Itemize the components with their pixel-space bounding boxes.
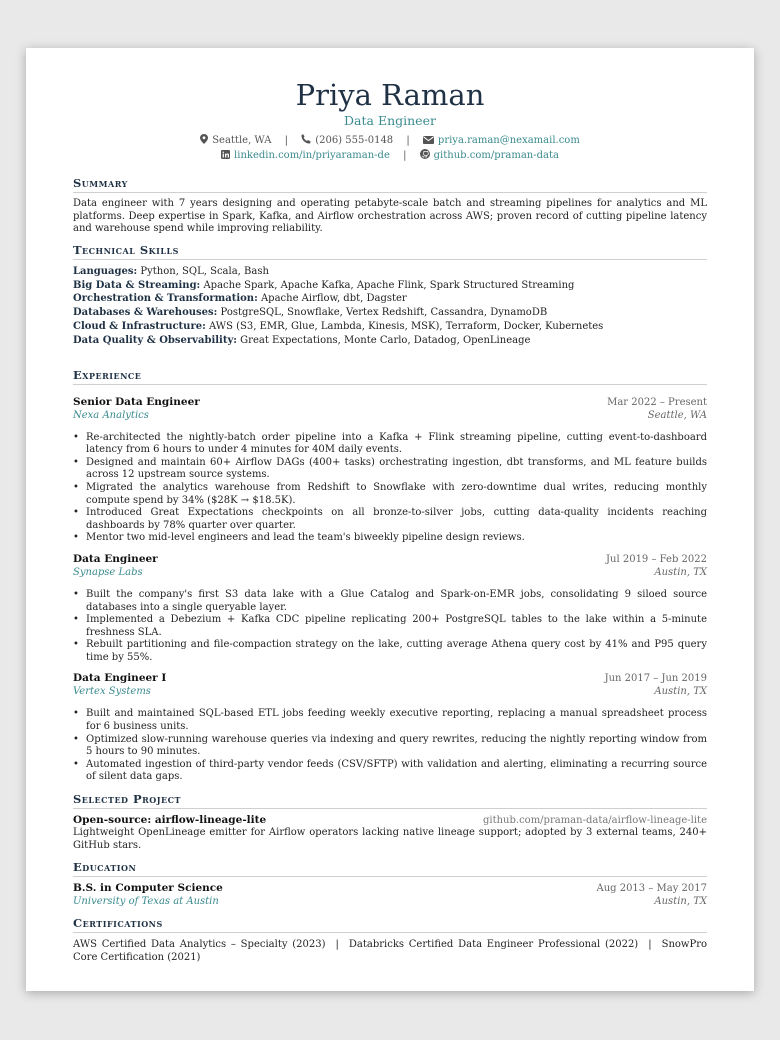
certifications-section: [73, 916, 707, 964]
skill-row: [73, 334, 707, 348]
experience-section: [73, 368, 707, 784]
cert-separator: |: [648, 939, 652, 951]
project-section: [73, 792, 707, 852]
job-bullet: • Implemented a Debezium + Kafka CDC pipeline replicating 200+ PostgreSQL tables to the lake within a 5-minute freshness SLA.: [73, 614, 707, 639]
section-title-education: Education: [73, 860, 707, 877]
job-bullet: • Automated ingestion of third-party vendor feeds (CSV/SFTP) with validation and alerting, eliminating a recurring source of silent data gaps.: [73, 759, 707, 784]
contact-row-secondary: [73, 148, 707, 163]
certification-item: SnowPro Core Certification (2021): [73, 939, 707, 963]
section-title-experience: Experience: [73, 368, 707, 385]
job-bullet: • Built the company's first S3 data lake with a Glue Catalog and Spark-on-EMR jobs, consolidating 9 siloed source databases into a single queryable layer.: [73, 589, 707, 614]
education-subheader: [73, 895, 707, 908]
job-subheader: [73, 409, 707, 422]
cert-separator: |: [335, 939, 339, 951]
skill-value: Python, SQL, Scala, Bash: [140, 265, 269, 277]
candidate-name: Priya Raman: [295, 78, 485, 112]
project-header: [73, 814, 707, 827]
job-entry: [73, 553, 707, 665]
skill-row: [73, 320, 707, 334]
job-subheader: [73, 566, 707, 579]
section-title-certifications: Certifications: [73, 916, 707, 933]
contact-separator: |: [406, 135, 410, 146]
section-title-project: Selected Project: [73, 792, 707, 809]
job-location: Seattle, WA: [647, 409, 707, 421]
map-pin-icon: [200, 134, 208, 144]
linkedin-contact[interactable]: [221, 150, 393, 161]
job-bullets: [73, 708, 707, 784]
education-location: Austin, TX: [654, 896, 707, 908]
education-dates: Aug 2013 – May 2017: [596, 883, 707, 895]
skill-label: Databases & Warehouses:: [73, 307, 218, 319]
skill-value: Great Expectations, Monte Carlo, Datadog, OpenLineage: [240, 334, 531, 346]
job-bullets: [73, 432, 707, 545]
phone-text: (206) 555-0148: [315, 135, 394, 146]
skill-label: Orchestration & Transformation:: [73, 293, 258, 305]
github-icon: [420, 149, 430, 159]
job-bullet: • Rebuilt partitioning and file-compaction strategy on the lake, cutting average Athena query cost by 41% and P95 query time by 55%.: [73, 639, 707, 664]
job-company: Synapse Labs: [73, 566, 143, 578]
phone-contact: [301, 135, 396, 146]
skill-row: [73, 265, 707, 279]
education-header: [73, 882, 707, 895]
job-bullets: [73, 589, 707, 665]
section-title-skills: Technical Skills: [73, 243, 707, 260]
project-url[interactable]: github.com/praman-data/airflow-lineage-lite: [483, 815, 707, 827]
skill-label: Data Quality & Observability:: [73, 334, 237, 346]
job-bullet: • Re-architected the nightly-batch order pipeline into a Kafka + Flink streaming pipeline, cutting event-to-dashboard latency from 6 hours to under 4 minutes for 40M daily events.: [73, 432, 707, 457]
job-bullet: • Migrated the analytics warehouse from Redshift to Snowflake with zero-downtime dual writes, reducing monthly compute spend by 34% ($28K → $18.5K).: [73, 482, 707, 507]
job-entry: [73, 396, 707, 545]
resume-page: [26, 48, 754, 991]
skill-label: Cloud & Infrastructure:: [73, 320, 206, 332]
job-title: Senior Data Engineer: [73, 395, 200, 408]
job-location: Austin, TX: [654, 566, 707, 578]
skill-value: Apache Spark, Apache Kafka, Apache Flink, Spark Structured Streaming: [203, 279, 575, 291]
linkedin-icon: [221, 150, 230, 159]
contact-row-primary: [73, 133, 707, 148]
github-link[interactable]: github.com/praman-data: [433, 150, 559, 161]
resume-content: [73, 78, 707, 964]
skill-label: Languages:: [73, 265, 138, 277]
job-dates: Mar 2022 – Present: [607, 396, 707, 408]
skill-row: [73, 292, 707, 306]
skill-value: Apache Airflow, dbt, Dagster: [260, 293, 407, 305]
project-name: Open-source: airflow-lineage-lite: [73, 814, 267, 827]
summary-section: [73, 176, 707, 236]
education-degree: B.S. in Computer Science: [73, 882, 223, 895]
candidate-role: Data Engineer: [344, 113, 436, 128]
skills-list: [73, 265, 707, 348]
phone-icon: [301, 134, 311, 144]
certification-item: AWS Certified Data Analytics – Specialty (2023): [73, 939, 326, 951]
job-company: Vertex Systems: [73, 686, 151, 698]
job-bullet: • Built and maintained SQL-based ETL jobs feeding weekly executive reporting, replacing a manual spreadsheet process for 6 business units.: [73, 708, 707, 733]
skill-row: [73, 279, 707, 293]
job-company: Nexa Analytics: [73, 409, 149, 421]
skills-section: [73, 243, 707, 348]
job-bullet: • Optimized slow-running warehouse queries via indexing and query rewrites, reducing the nightly reporting window from 5 hours to 90 minutes.: [73, 734, 707, 759]
section-title-summary: Summary: [73, 176, 707, 193]
certification-item: Databricks Certified Data Engineer Professional (2022): [348, 939, 639, 951]
job-title: Data Engineer: [73, 552, 158, 565]
email-link[interactable]: priya.raman@nexamail.com: [437, 135, 580, 146]
job-header: [73, 672, 707, 685]
skill-row: [73, 306, 707, 320]
location-contact: [200, 135, 274, 146]
contact-separator: |: [284, 135, 288, 146]
job-location: Austin, TX: [654, 686, 707, 698]
email-contact[interactable]: [423, 135, 580, 146]
envelope-icon: [423, 136, 434, 144]
job-bullet: • Introduced Great Expectations checkpoints on all bronze-to-silver jobs, cutting data-quality incidents reaching dashboards by 78% quarter over quarter.: [73, 507, 707, 532]
job-dates: Jul 2019 – Feb 2022: [606, 553, 707, 565]
job-dates: Jun 2017 – Jun 2019: [604, 673, 707, 685]
project-description: Lightweight OpenLineage emitter for Airflow operators lacking native lineage support; adopted by 3 external teams, 240+ GitHub stars.: [73, 827, 707, 851]
linkedin-link[interactable]: linkedin.com/in/priyaraman-de: [234, 150, 390, 161]
skill-value: PostgreSQL, Snowflake, Vertex Redshift, Cassandra, DynamoDB: [220, 307, 548, 319]
job-header: [73, 553, 707, 566]
location-text: Seattle, WA: [212, 135, 272, 146]
education-school: University of Texas at Austin: [73, 896, 219, 908]
job-subheader: [73, 685, 707, 698]
education-section: [73, 860, 707, 908]
job-bullet: • Designed and maintain 60+ Airflow DAGs (400+ tasks) orchestrating ingestion, dbt transforms, and ML feature builds across 12 upstream source systems.: [73, 457, 707, 482]
summary-text: Data engineer with 7 years designing and operating petabyte-scale batch and streaming pipelines for analytics and ML platforms. Deep expertise in Spark, Kafka, and Airflow orchestration across AWS; proven record of cutting pipeline latency and warehouse spend while improving reliability.: [73, 198, 707, 235]
job-entry: [73, 672, 707, 784]
job-title: Data Engineer I: [73, 672, 167, 685]
github-contact[interactable]: [420, 150, 559, 161]
contact-separator: |: [403, 150, 407, 161]
job-header: [73, 396, 707, 409]
skill-value: AWS (S3, EMR, Glue, Lambda, Kinesis, MSK), Terraform, Docker, Kubernetes: [208, 320, 604, 332]
job-bullet: • Mentor two mid-level engineers and lead the team's biweekly pipeline design reviews.: [73, 532, 707, 545]
certifications-list: [73, 939, 707, 964]
skill-label: Big Data & Streaming:: [73, 279, 201, 291]
